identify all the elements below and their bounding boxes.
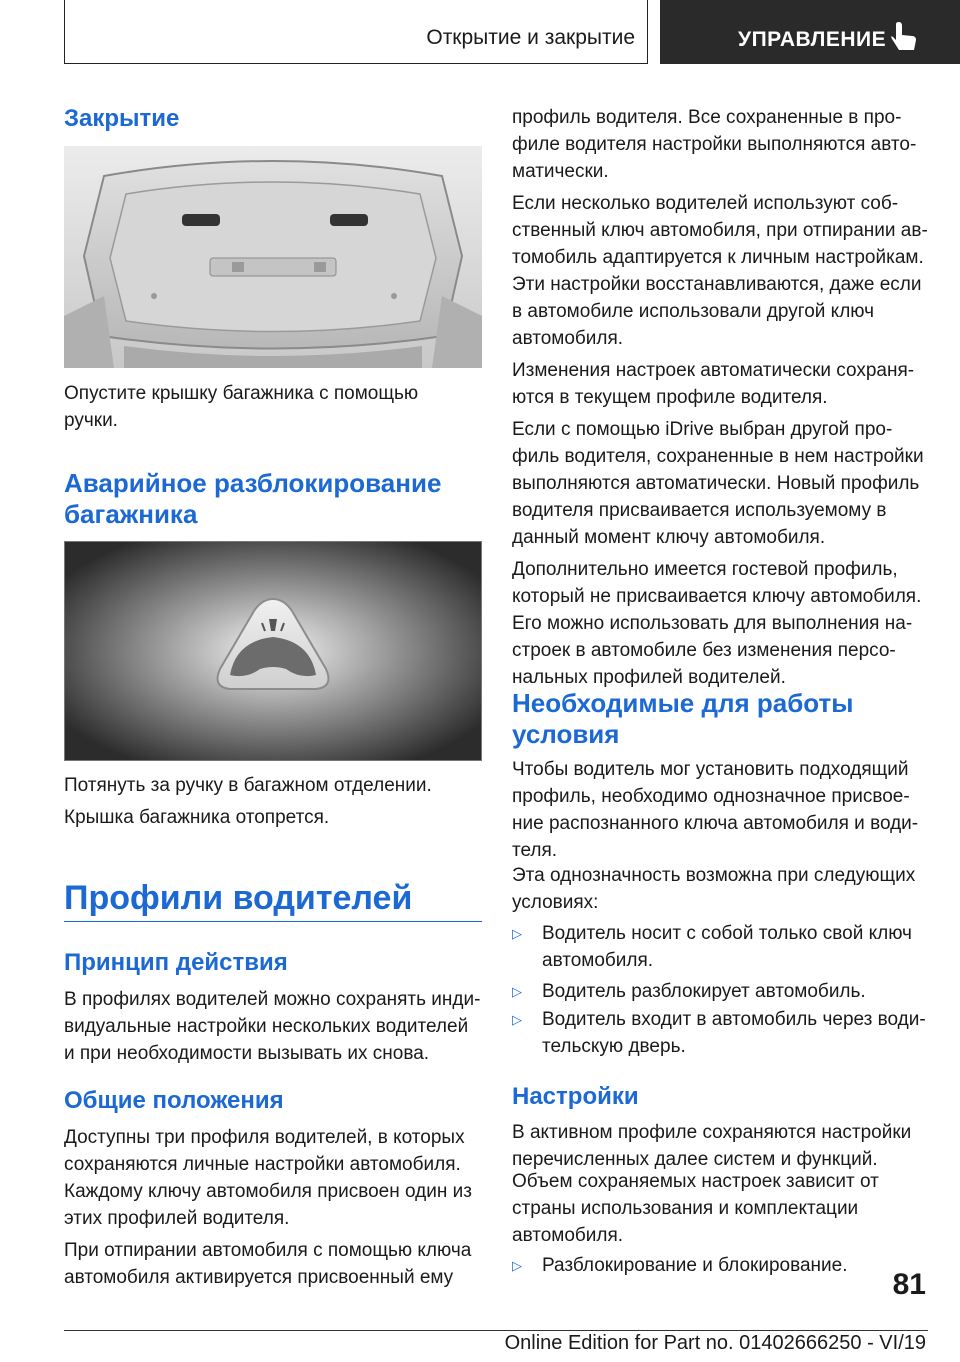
general-heading: Общие положения — [64, 1087, 284, 1114]
req1-line-3: ние распознанного ключа автомобиля и води- — [512, 813, 919, 834]
general-text-line-2: сохраняются личные настройки автомобиля. — [64, 1154, 461, 1175]
header-frame — [64, 0, 648, 64]
principle-text-line-1: В профилях водителей можно сохранять инди- — [64, 989, 481, 1010]
several-line-5: в автомобиле использовали другой ключ — [512, 301, 875, 322]
closing-text-line-1: Опустите крышку багажника с помощью — [64, 383, 419, 404]
list-item — [512, 1252, 928, 1279]
req1-line-4: теля. — [512, 840, 558, 861]
settings1-line-2: перечисленных далее систем и функций. — [512, 1149, 878, 1170]
idrive-line-2: филь водителя, сохраненные в нем настройки — [512, 446, 924, 467]
several-line-4: Эти настройки восстанавливаются, даже если — [512, 274, 922, 295]
cont-line-1: профиль водителя. Все сохраненные в про- — [512, 107, 902, 128]
guest-line-1: Дополнительно имеется гостевой профиль, — [512, 559, 898, 580]
settings-bullet-1-line-1: Разблокирование и блокирование. — [542, 1255, 848, 1276]
principle-text-line-2: видуальные настройки нескольких водителей — [64, 1016, 469, 1037]
edition-footer: Online Edition for Part no. 01402666250 - VI/19 — [504, 1332, 926, 1354]
several-line-3: томобиль адаптируется к личным настройкам. — [512, 247, 924, 268]
several-line-1: Если несколько водителей используют соб- — [512, 193, 899, 214]
trunk-lid-image — [64, 146, 482, 368]
emergency-release-image — [64, 541, 482, 761]
list-item — [512, 920, 928, 974]
section-title: Открытие и закрытие — [426, 26, 635, 49]
req-bullet-2-line-1: Водитель разблокирует автомобиль. — [542, 981, 866, 1002]
guest-line-5: нальных профилей водителей. — [512, 667, 786, 688]
settings-heading: Настройки — [512, 1083, 639, 1110]
requirements-heading-line-1: Необходимые для работы — [512, 688, 854, 718]
settings2-line-1: Объем сохраняемых настроек зависит от — [512, 1171, 879, 1192]
emergency-text-1: Потянуть за ручку в багажном отделении. — [64, 775, 432, 796]
emergency-heading-line-2: багажника — [64, 499, 198, 529]
guest-line-3: Его можно использовать для выполнения на- — [512, 613, 913, 634]
several-line-6: автомобиля. — [512, 328, 624, 349]
req-bullet-3-line-1: Водитель входит в автомобиль через води- — [542, 1009, 926, 1030]
closing-heading: Закрытие — [64, 105, 180, 132]
general-text-line-3: Каждому ключу автомобиля присвоен один из — [64, 1181, 472, 1202]
idrive-line-4: водителя присваивается используемому в — [512, 500, 887, 521]
emergency-text-2: Крышка багажника отопрется. — [64, 807, 330, 828]
cont-line-2: филе водителя настройки выполняются авто- — [512, 134, 917, 155]
changes-line-2: ются в текущем профиле водителя. — [512, 387, 828, 408]
footer-rule — [64, 1330, 928, 1331]
guest-line-4: строек в автомобиле без изменения персо- — [512, 640, 896, 661]
several-line-2: ственный ключ автомобиля, при отпирании ав- — [512, 220, 928, 241]
cont-line-3: матически. — [512, 161, 609, 182]
bullet-triangle-icon: ▷ — [512, 1012, 522, 1027]
general-text2-line-2: автомобиля активируется присвоенный ему — [64, 1267, 454, 1288]
list-item — [512, 978, 928, 1005]
req1-line-1: Чтобы водитель мог установить подходящий — [512, 759, 909, 780]
idrive-line-1: Если с помощью iDrive выбран другой про- — [512, 419, 893, 440]
chapter-tab[interactable] — [660, 0, 960, 64]
hand-pointer-icon — [890, 22, 920, 54]
profiles-title: Профили водителей — [64, 879, 413, 917]
req2-line-1: Эта однозначность возможна при следующих — [512, 865, 916, 886]
page-number: 81 — [892, 1268, 926, 1301]
settings2-line-3: автомобиля. — [512, 1225, 624, 1246]
requirements-heading-line-2: условия — [512, 719, 620, 749]
bullet-triangle-icon: ▷ — [512, 926, 522, 941]
settings1-line-1: В активном профиле сохраняются настройки — [512, 1122, 912, 1143]
guest-line-2: который не присваивается ключу автомобиля. — [512, 586, 922, 607]
changes-line-1: Изменения настроек автоматически сохраня- — [512, 360, 915, 381]
general-text-line-4: этих профилей водителя. — [64, 1208, 290, 1229]
general-text-line-1: Доступны три профиля водителей, в которых — [64, 1127, 465, 1148]
req2-line-2: условиях: — [512, 892, 599, 913]
principle-heading: Принцип действия — [64, 949, 288, 976]
list-item — [512, 1006, 928, 1060]
title-underline — [64, 921, 482, 922]
req1-line-2: профиль, необходимо однозначное присвое- — [512, 786, 910, 807]
chapter-tab-label: УПРАВЛЕНИЕ — [738, 28, 887, 51]
general-text2-line-1: При отпирании автомобиля с помощью ключа — [64, 1240, 472, 1261]
req-bullet-1-line-1: Водитель носит с собой только свой ключ — [542, 923, 912, 944]
idrive-line-3: выполняются автоматически. Новый профиль — [512, 473, 920, 494]
idrive-line-5: данный момент ключу автомобиля. — [512, 527, 826, 548]
emergency-heading-line-1: Аварийное разблокирование — [64, 468, 442, 498]
principle-text-line-3: и при необходимости вызывать их снова. — [64, 1043, 430, 1064]
bullet-triangle-icon: ▷ — [512, 1258, 522, 1273]
req-bullet-3-line-2: тельскую дверь. — [542, 1036, 686, 1057]
req-bullet-1-line-2: автомобиля. — [542, 950, 654, 971]
bullet-triangle-icon: ▷ — [512, 984, 522, 999]
closing-text-line-2: ручки. — [64, 410, 118, 431]
settings2-line-2: страны использования и комплектации — [512, 1198, 859, 1219]
